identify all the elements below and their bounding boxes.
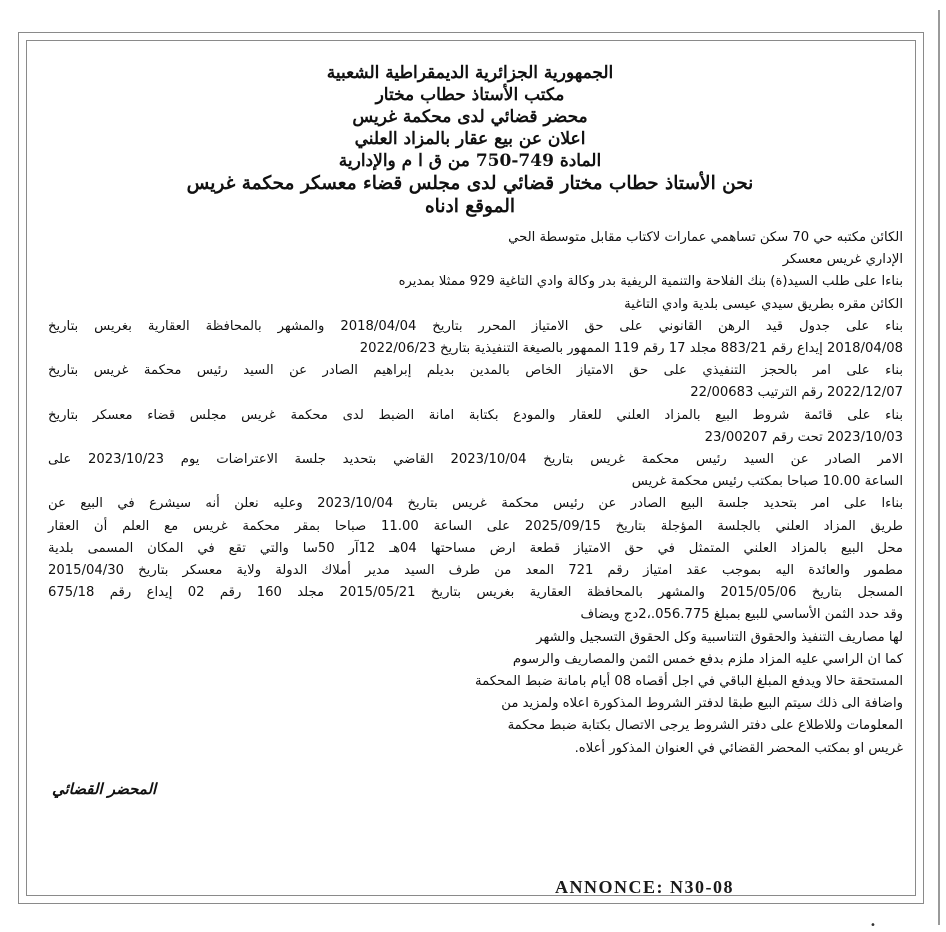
body-line: المستحقة حالا ويدفع المبلغ الباقي في اجل أقصاه 08 أيام بامانة ضبط المحكمة [475, 674, 903, 690]
body-line: بناءا على امر بتحديد جلسة البيع الصادر عن رئيس محكمة غريس بتاريخ 2023/10/04 وعليه نعلن أنه سيشرع في البيع عن [48, 496, 903, 512]
body-line: وقد حدد الثمن الأساسي للبيع بمبلغ 056.775.،2دج ويضاف [580, 607, 903, 623]
body-line: محل البيع بالمزاد العلني المتمثل في حق الامتياز قطعة ارض مساحتها 04هـ 12آر 50سا والتي تقع في المكان المسمى بلدية [48, 540, 903, 556]
document-body [48, 227, 903, 760]
header-signed: الموقع ادناه [424, 196, 516, 217]
body-line: 2023/10/03 تحت رقم 23/00207 [704, 429, 903, 445]
annonce-reference: ANNONCE: N30-08 [555, 877, 734, 897]
body-line: طريق المزاد العلني بالجلسة المؤجلة بتاريخ 2025/09/15 على الساعة 11.00 صباحا بمقر محكمة غريس مع العلم أن العقار [48, 518, 903, 534]
body-line: لها مصاريف التنفيذ والحقوق التناسبية وكل الحقوق التسجيل والشهر [536, 629, 903, 645]
body-line: الامر الصادر عن السيد رئيس محكمة غريس بتاريخ 2023/10/04 القاضي بتحديد جلسة الاعتراضات يوم 2023/10/23 على [48, 452, 904, 468]
body-line: كما ان الراسي عليه المزاد ملزم بدفع خمس الثمن والمصاريف والرسوم [512, 651, 903, 667]
header-article: المادة 749-750 من ق ا م والإدارية [338, 151, 602, 171]
body-line: غريس او بمكتب المحضر القضائي في العنوان المذكور أعلاه. [574, 740, 903, 756]
body-line: مطمور والعائدة اليه بموجب عقد امتياز رقم 721 المعد من طرف السيد مدير أملاك الدولة ولاية معسكر بتاريخ 2015/04/30 [48, 563, 904, 579]
body-line: بناء على امر بالحجز التنفيذي على حق الامتياز الخاص بالمدين بديلم إبراهيم الصادر عن السيد رئيس محكمة غريس بتاريخ [48, 363, 903, 379]
header-office: مكتب الأستاذ حطاب مختار [375, 85, 565, 105]
signature: المحضر القضائي [52, 780, 157, 798]
body-line: 2018/04/08 إيداع رقم 883/21 مجلد 17 رقم 119 الممهور بالصيغة التنفيذية بتاريخ 2022/06/23 [359, 341, 903, 357]
body-line: الإداري غريس معسكر [782, 252, 903, 268]
body-line: 2022/12/07 رقم الترتيب 22/00683 [690, 385, 903, 401]
body-line: بناءا على طلب السيد(ة) بنك الفلاحة والتنمية الريفية بدر وكالة وادي التاغية 929 ممثلا بمديره [398, 274, 903, 290]
body-line: المسجل بتاريخ 2015/05/06 والمشهر بالمحافظة العقارية بغريس بتاريخ 2015/05/21 مجلد 160 رقم 02 إيداع رقم 675/18 [48, 585, 903, 601]
header-we-line: نحن الأستاذ حطاب مختار قضائي لدى مجلس قضاء معسكر محكمة غريس [186, 173, 754, 194]
document-header [40, 62, 900, 218]
scan-dot-icon: • [870, 920, 876, 931]
body-line: الساعة 10.00 صباحا بمكتب رئيس محكمة غريس [631, 474, 903, 490]
body-line: بناء على قائمة شروط البيع بالمزاد العلني للعقار والمودع بكتابة امانة الضبط لدى محكمة غريس مجلس قضاء معسكر بتاريخ [48, 407, 903, 423]
body-line: الكائن مكتبه حي 70 سكن تساهمي عمارات لاكتاب مقابل متوسطة الحي [508, 230, 903, 245]
body-line: المعلومات وللاطلاع على دفتر الشروط يرجى الاتصال بكتابة ضبط محكمة [507, 718, 903, 734]
header-bailiff: محضر قضائي لدى محكمة غريس [352, 107, 588, 127]
header-republic: الجمهورية الجزائرية الديمقراطية الشعبية [326, 63, 614, 83]
body-line: الكائن مقره بطريق سيدي عيسى بلدية وادي التاغية [624, 296, 903, 312]
header-title: اعلان عن بيع عقار بالمزاد العلني [354, 129, 586, 149]
body-line: بناء على جدول قيد الرهن القانوني على حق الامتياز المحرر بتاريخ 2018/04/04 والمشهر بالمحافظة العقارية بغريس بتاريخ [48, 318, 903, 334]
body-line: واضافة الى ذلك سيتم البيع طبقا لدفتر الشروط المذكورة اعلاه ولمزيد من [501, 696, 903, 712]
scan-edge-line [938, 10, 940, 925]
